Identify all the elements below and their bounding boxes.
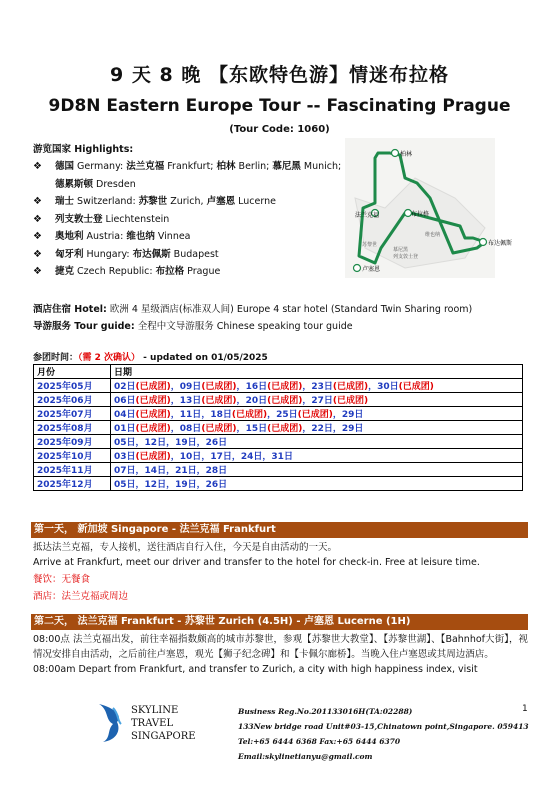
- highlight-place: 列支敦士登: [55, 213, 103, 225]
- schedule-updated: - updated on 01/05/2025: [140, 353, 268, 363]
- table-row: [34, 379, 523, 393]
- schedule-table: [33, 364, 523, 491]
- date-status: (已成团): [297, 410, 333, 420]
- date-separator: ，: [166, 438, 176, 448]
- date-separator: ，: [196, 438, 206, 448]
- date-separator: ，: [302, 382, 312, 392]
- footer-address: 133New bridge road Unit#03-15,Chinatown point,Singapore. 059413: [238, 722, 529, 731]
- map-marker-budapest: [480, 239, 487, 246]
- highlight-text: Zurich,: [167, 196, 207, 207]
- date-value: 21日: [175, 466, 197, 476]
- highlight-text: Austria:: [83, 231, 127, 242]
- bullet-icon: ❖: [33, 196, 42, 207]
- date-separator: ，: [170, 410, 180, 420]
- title-english: 9D8N Eastern Europe Tour -- Fascinating Prague: [48, 96, 511, 116]
- map-label-munich: 慕尼黑: [393, 247, 409, 253]
- month-cell: 2025年08月: [34, 421, 111, 435]
- footer-email: Email:skylinetianyu@gmail.com: [238, 752, 373, 761]
- date-value: 19日: [175, 480, 197, 490]
- month-cell: 2025年10月: [34, 449, 111, 463]
- highlights-list: [33, 158, 353, 281]
- day1-meal: 餐饮：无餐食: [33, 574, 91, 585]
- date-value: 29日: [341, 410, 364, 420]
- schedule-label: 参团时间：: [33, 353, 79, 363]
- date-status: (已成团): [267, 396, 303, 406]
- date-value: 29日: [341, 424, 364, 434]
- date-value: 04日: [114, 410, 136, 420]
- date-value: 10日: [179, 452, 202, 462]
- footer-tel: Tel:+65 6444 6368 Fax:+65 6444 6370: [238, 737, 401, 746]
- month-cell: 2025年06月: [34, 393, 111, 407]
- highlight-place: 苏黎世: [138, 196, 168, 207]
- date-separator: ，: [170, 452, 180, 462]
- dates-cell: [111, 477, 523, 491]
- date-status: (已成团): [201, 382, 237, 392]
- date-value: 25日: [276, 410, 298, 420]
- date-value: 14日: [144, 466, 167, 476]
- highlights-heading: 游览国家 Highlights:: [33, 144, 134, 155]
- table-row: [34, 407, 523, 421]
- route-map: [345, 138, 513, 278]
- highlight-place: 法兰克福: [126, 161, 165, 172]
- map-label-zurich: 苏黎世: [362, 242, 378, 248]
- dates-cell: [111, 407, 523, 421]
- highlight-place: 卢塞恩: [206, 196, 236, 207]
- map-marker-berlin: [392, 150, 399, 157]
- bullet-icon: ❖: [33, 213, 42, 225]
- date-value: 26日: [205, 438, 228, 448]
- date-separator: ，: [262, 452, 272, 462]
- date-value: 05日: [114, 438, 136, 448]
- date-separator: ，: [236, 396, 246, 406]
- date-separator: ，: [170, 396, 180, 406]
- table-row: [34, 477, 523, 491]
- month-cell: 2025年11月: [34, 463, 111, 477]
- hotel-label: 酒店住宿 Hotel:: [33, 304, 107, 315]
- map-marker-lucerne: [354, 265, 361, 272]
- day2-header: 第二天， 法兰克福 Frankfurt - 苏黎世 Zurich (4.5H) - 卢塞恩 Lucerne (1H): [31, 614, 528, 630]
- highlight-place: 德国: [55, 161, 75, 172]
- table-row: [34, 393, 523, 407]
- date-value: 15日: [245, 424, 268, 434]
- date-value: 17日: [210, 452, 232, 462]
- highlight-text: Switzerland:: [74, 196, 139, 207]
- date-separator: ，: [267, 410, 277, 420]
- highlight-text: Hungary:: [83, 248, 133, 260]
- highlight-text: Dresden: [93, 178, 136, 190]
- date-value: 02日: [114, 382, 136, 392]
- date-separator: ，: [368, 382, 378, 392]
- date-value: 09日: [179, 382, 202, 392]
- month-cell: 2025年12月: [34, 477, 111, 491]
- highlight-text: Lucerne: [235, 196, 276, 207]
- highlight-item: [33, 211, 353, 229]
- highlight-place: 德累斯顿: [55, 178, 94, 190]
- date-separator: ，: [201, 410, 211, 420]
- highlight-place: 柏林: [216, 161, 236, 172]
- month-cell: 2025年09月: [34, 435, 111, 449]
- table-row: [34, 421, 523, 435]
- date-separator: ，: [170, 424, 180, 434]
- dates-cell: [111, 435, 523, 449]
- date-value: 03日: [114, 452, 136, 462]
- bullet-icon: ❖: [33, 266, 42, 277]
- highlight-item: [33, 176, 353, 194]
- map-label-budapest: 布达佩斯: [488, 240, 513, 247]
- col-month-header: 月份: [34, 365, 111, 379]
- highlight-place: 慕尼黑: [272, 161, 301, 172]
- highlight-text: Liechtenstein: [102, 213, 170, 225]
- date-value: 13日: [179, 396, 202, 406]
- day2-body: [33, 632, 528, 677]
- date-value: 19日: [175, 438, 197, 448]
- highlight-text: Berlin;: [235, 161, 273, 172]
- date-status: (已成团): [231, 410, 268, 420]
- table-row: [34, 435, 523, 449]
- dates-cell: [111, 463, 523, 477]
- date-value: 31日: [271, 452, 293, 462]
- date-value: 16日: [245, 382, 268, 392]
- highlight-item: [33, 193, 353, 211]
- highlight-item: [33, 158, 353, 176]
- date-status: (已成团): [201, 424, 237, 434]
- table-row: [34, 463, 523, 477]
- date-separator: ，: [236, 424, 246, 434]
- date-value: 12日: [144, 438, 167, 448]
- highlight-item: [33, 228, 353, 246]
- date-separator: ，: [196, 466, 206, 476]
- highlight-place: 捷克: [55, 266, 75, 277]
- schedule-note: （需 2 次确认）: [78, 353, 141, 363]
- date-separator: ，: [135, 466, 145, 476]
- highlight-place: 维也纳: [126, 231, 155, 242]
- date-value: 30日: [377, 382, 399, 392]
- date-separator: ，: [332, 410, 342, 420]
- title-chinese: 9 天 8 晚 【东欧特色游】情迷布拉格: [110, 64, 449, 86]
- tour-code: (Tour Code: 1060): [229, 124, 330, 135]
- date-value: 08日: [179, 424, 202, 434]
- date-separator: ，: [332, 424, 342, 434]
- date-value: 20日: [245, 396, 268, 406]
- highlight-text: Prague: [184, 266, 221, 277]
- date-value: 23日: [311, 382, 333, 392]
- date-separator: ，: [302, 424, 312, 434]
- bullet-icon: ❖: [33, 231, 42, 242]
- date-status: (已成团): [135, 410, 171, 420]
- day2-en: 08:00am Depart from Frankfurt, and transfer to Zurich, a city with high happiness index, visit: [33, 664, 478, 675]
- guide-text: 全程中文导游服务 Chinese speaking tour guide: [134, 321, 353, 332]
- col-date-header: 日期: [111, 365, 523, 379]
- highlight-text: Frankfurt;: [164, 161, 217, 172]
- month-cell: 2025年07月: [34, 407, 111, 421]
- date-status: (已成团): [332, 396, 369, 406]
- highlight-text: Vinnea: [154, 231, 191, 242]
- page-number: 1: [522, 704, 528, 714]
- footer-reg: Business Reg.No.201133016H(TA:02288): [238, 707, 413, 716]
- company-logo: [95, 700, 235, 744]
- logo-text-singapore: SINGAPORE: [131, 731, 196, 742]
- bullet-icon: ❖: [33, 161, 42, 172]
- hotel-info: [33, 301, 472, 315]
- date-status: (已成团): [267, 424, 303, 434]
- dates-cell: [111, 393, 523, 407]
- date-status: (已成团): [332, 382, 369, 392]
- map-label-frankfurt: 法兰克福: [355, 212, 380, 219]
- table-header-row: [34, 365, 523, 379]
- date-status: (已成团): [135, 452, 171, 462]
- date-value: 06日: [114, 396, 136, 406]
- date-separator: ，: [201, 452, 211, 462]
- highlight-place: 匈牙利: [55, 248, 84, 260]
- map-label-liechtenstein: 列支敦士登: [393, 254, 419, 260]
- day1-cn: 抵达法兰克福，专人接机，送往酒店自行入住，今天是自由活动的一天。: [33, 542, 338, 553]
- day1-body: [33, 540, 528, 604]
- highlight-place: 瑞士: [55, 196, 75, 207]
- table-row: [34, 449, 523, 463]
- footer-contact: [238, 704, 529, 764]
- date-value: 22日: [311, 424, 333, 434]
- bullet-icon: ❖: [33, 248, 42, 260]
- highlight-text: Budapest: [170, 248, 219, 260]
- date-value: 01日: [114, 424, 136, 434]
- logo-text-skyline: SKYLINE: [131, 705, 179, 716]
- hotel-text: 欧洲 4 星级酒店(标准双人间) Europe 4 star hotel (Standard Twin Sharing room): [106, 304, 473, 315]
- date-separator: ，: [166, 480, 176, 490]
- date-value: 12日: [144, 480, 167, 490]
- schedule-heading: [33, 350, 268, 363]
- highlight-place: 奥地利: [55, 231, 84, 242]
- map-label-berlin: 柏林: [400, 151, 413, 158]
- date-separator: ，: [196, 480, 206, 490]
- highlight-item: [33, 263, 353, 281]
- month-cell: 2025年05月: [34, 379, 111, 393]
- date-separator: ，: [166, 466, 176, 476]
- dates-cell: [111, 379, 523, 393]
- highlight-item: [33, 246, 353, 264]
- guide-info: [33, 318, 353, 332]
- date-status: (已成团): [135, 424, 171, 434]
- date-status: (已成团): [135, 396, 171, 406]
- date-value: 26日: [205, 480, 228, 490]
- logo-text-travel: TRAVEL: [131, 718, 174, 729]
- date-status: (已成团): [201, 396, 237, 406]
- map-label-vienna: 维也纳: [425, 232, 441, 238]
- day1-en: Arrive at Frankfurt, meet our driver and transfer to the hotel for check-in. Free at leisure time.: [33, 557, 480, 568]
- map-label-lucerne: 卢塞恩: [362, 266, 381, 273]
- dates-cell: [111, 449, 523, 463]
- day1-hotel: 酒店：法兰克福或周边: [33, 591, 129, 602]
- date-value: 28日: [205, 466, 228, 476]
- date-separator: ，: [236, 382, 246, 392]
- date-value: 24日: [240, 452, 263, 462]
- highlight-text: Germany:: [74, 161, 127, 172]
- date-value: 11日: [179, 410, 202, 420]
- highlight-place: 布拉格: [155, 266, 185, 277]
- highlight-text: Czech Republic:: [74, 266, 156, 277]
- day1-header: 第一天， 新加坡 Singapore - 法兰克福 Frankfurt: [31, 522, 528, 538]
- date-status: (已成团): [135, 382, 171, 392]
- date-status: (已成团): [267, 382, 303, 392]
- map-label-prague: 布拉格: [411, 211, 430, 218]
- highlight-place: 布达佩斯: [132, 248, 171, 260]
- guide-label: 导游服务 Tour guide:: [33, 321, 135, 332]
- date-status: (已成团): [398, 382, 434, 392]
- date-value: 27日: [311, 396, 333, 406]
- date-separator: ，: [170, 382, 180, 392]
- date-separator: ，: [231, 452, 241, 462]
- dates-cell: [111, 421, 523, 435]
- date-separator: ，: [135, 438, 145, 448]
- date-value: 05日: [114, 480, 136, 490]
- date-separator: ，: [302, 396, 312, 406]
- date-value: 07日: [114, 466, 136, 476]
- date-value: 18日: [210, 410, 232, 420]
- highlight-text: Munich;: [300, 161, 342, 172]
- date-separator: ，: [135, 480, 145, 490]
- day2-cn: 08:00点 法兰克福出发，前往幸福指数颇高的城市苏黎世，参观【苏黎世大教堂】、【苏黎世湖】、【Bahnhof大街】，视情况安排自由活动，之后前往卢塞恩，观光【狮子纪念碑】和【卡佩尔廊桥】。当晚入住卢塞恩或其周边酒店。: [33, 634, 528, 660]
